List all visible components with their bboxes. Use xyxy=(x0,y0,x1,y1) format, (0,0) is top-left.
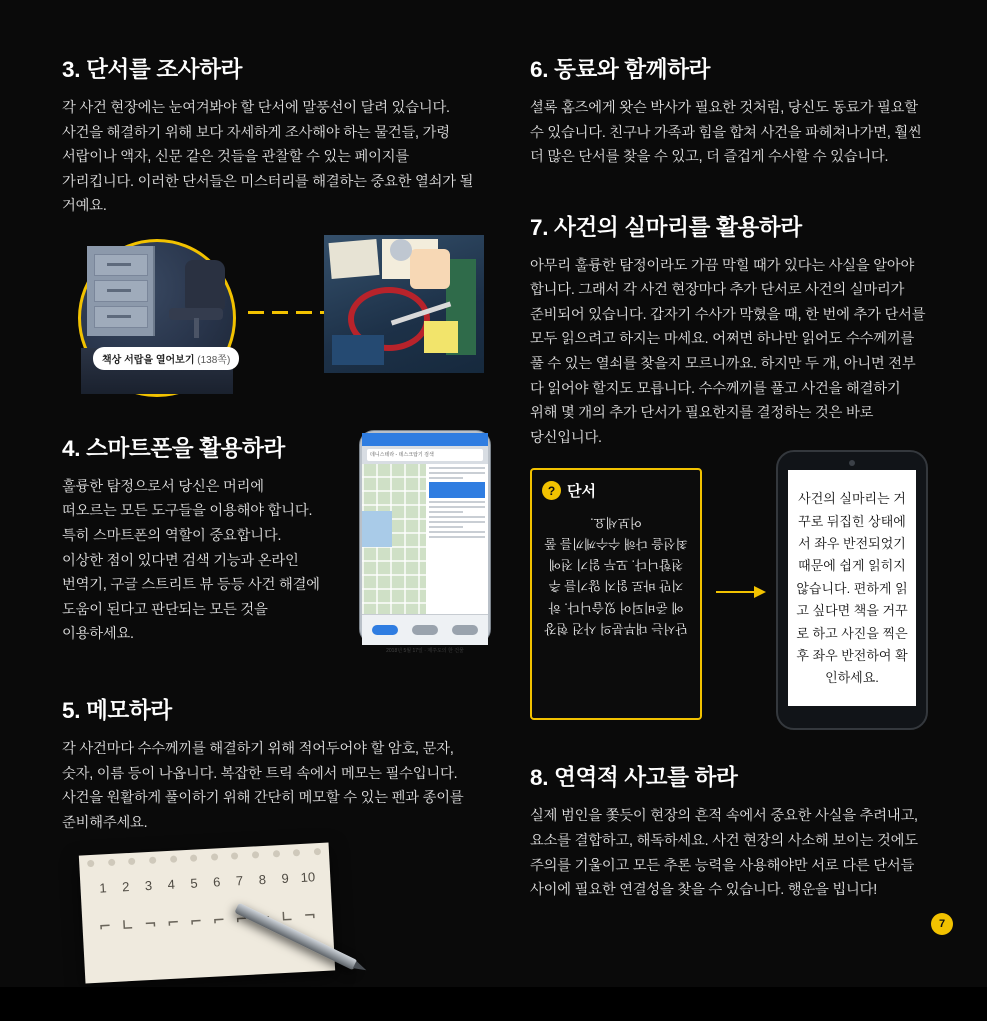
section-5-title: 5. 메모하라 xyxy=(62,697,172,723)
note-symbol: ¬ xyxy=(144,913,157,936)
result-image xyxy=(429,482,485,498)
section-6 xyxy=(530,52,930,170)
section-7-body: 아무리 훌륭한 탐정이라도 가끔 막힐 때가 있다는 사실을 알아야 합니다. 그래서 각 사건 현장마다 추가 단서로 사건의 실마리가 준비되어 있습니다. 갑자기 수사가 막혔을 때, 한 번에 추가 단서를 모두 읽으려고 하지는 마세요. 어쩌면 하나만 읽어도 수수께끼를 풀 수 있는 열쇠를 찾을지 모르니까요. 하지만 두 개, 아니면 전부 다 읽어야 할지도 모릅니다. 수수께끼를 풀고 사건을 해결하기 위해 몇 개의 추가 단서가 필요한지를 결정하는 것은 바로 당신입니다. xyxy=(530,257,926,446)
smartphone-clue-mockup xyxy=(776,450,928,730)
camera-icon xyxy=(849,460,855,466)
note-symbol: ⌐ xyxy=(212,910,225,932)
note-symbol: ∟ xyxy=(121,915,134,937)
section-4-illustration xyxy=(334,431,504,654)
smartphone-mockup xyxy=(360,431,490,654)
section-4-body: 훌륭한 탐정으로서 당신은 머리에 떠오르는 모든 도구들을 이용해야 합니다. 특히 스마트폰의 역할이 중요합니다. 이상한 점이 있다면 검색 기능과 온라인 번역기, 구글 스트리트 뷰 등등 사건 해결에 도움이 된다고 판단되는 모든 것을 이용하세요. xyxy=(62,478,320,643)
section-3-title: 3. 단서를 조사하라 xyxy=(62,57,243,82)
note-number: 5 xyxy=(190,875,199,892)
note-number: 2 xyxy=(121,879,130,895)
phone-action-bar xyxy=(362,614,488,645)
note-symbol: ⌐ xyxy=(99,916,111,938)
phone-content xyxy=(362,464,488,614)
note-number: 4 xyxy=(167,876,176,893)
note-number: 8 xyxy=(258,872,267,888)
clue-card-title: 단서 xyxy=(567,483,596,501)
section-6-body: 셜록 홈즈에게 왓슨 박사가 필요한 것처럼, 당신도 동료가 필요할 수 있습니다. 친구나 가족과 힘을 합쳐 사건을 파헤쳐나가면, 훨씬 더 많은 단서를 찾을 수 있고, 더 즐겁게 수사할 수 있습니다. xyxy=(530,100,922,166)
drawer-caption-page: (138쪽) xyxy=(197,354,231,366)
notepad-holes xyxy=(87,848,321,867)
section-6-title: 6. 동료와 함께하라 xyxy=(530,57,711,82)
note-symbol: ⌐ xyxy=(167,912,180,935)
office-chair-icon xyxy=(161,260,225,346)
note-number: 3 xyxy=(144,878,153,894)
section-7 xyxy=(530,210,930,731)
note-symbol: ⌐ xyxy=(235,909,248,931)
page-number: 7 xyxy=(931,913,953,935)
note-symbol: ¬ xyxy=(303,905,316,928)
section-4 xyxy=(62,431,482,654)
phone-search-field: 데니스테라 - 데스크탑기 검색 xyxy=(367,449,483,461)
arrow-right-icon xyxy=(716,586,772,598)
note-number: 1 xyxy=(98,880,107,896)
clue-card-text: 단서는 대부분의 사건 현장에 준비되어 있습니다. 하지만 바로 읽지 않기를 추천합니다. 모두 읽기 전에 최선을 다해 수수께끼를 풀어보세요. xyxy=(544,515,688,636)
action-chip-call xyxy=(452,625,478,635)
notepad-photo xyxy=(79,843,335,984)
section-5-body: 각 사건마다 수수께끼를 해결하기 위해 적어두어야 할 암호, 문자, 숫자, 이름 등이 나옵니다. 복잡한 트릭 속에서 메모는 필수입니다. 사건을 원활하게 풀이하기 위해 간단히 메모할 수 있는 펜과 종이를 준비해주세요. xyxy=(62,740,464,831)
phone-status-bar xyxy=(362,433,488,446)
section-4-title: 4. 스마트폰을 활용하라 xyxy=(62,435,285,461)
section-5 xyxy=(62,693,482,999)
section-7-title: 7. 사건의 실마리를 활용하라 xyxy=(530,214,802,240)
map-view xyxy=(362,464,426,614)
note-number-row xyxy=(92,869,318,896)
note-symbol: ∟ xyxy=(281,906,294,929)
clue-card-header xyxy=(542,480,690,501)
phone-caption: 2018년 5월 17일 · 제주도의 한 건물 xyxy=(386,647,464,654)
search-results xyxy=(426,464,488,614)
question-mark-icon: ? xyxy=(542,481,561,500)
section-8-title: 8. 연역적 사고를 하라 xyxy=(530,765,738,791)
note-number: 6 xyxy=(212,874,221,890)
right-column xyxy=(530,52,930,925)
note-number: 7 xyxy=(235,873,244,889)
drawer-caption-text: 책상 서랍을 열어보기 xyxy=(102,354,195,366)
note-symbol: ⌐ xyxy=(190,911,203,934)
section-3 xyxy=(62,52,482,395)
section-3-illustration xyxy=(62,235,482,395)
phone-screen-text: 사건의 실마리는 거꾸로 뒤집힌 상태에서 좌우 반전되었기 때문에 쉽게 읽히지 않습니다. 편하게 읽고 싶다면 책을 거꾸로 하고 사진을 찍은 후 좌우 반전하여 확인하세요. xyxy=(788,470,916,706)
note-number: 9 xyxy=(281,870,290,887)
filing-cabinet-icon xyxy=(87,246,155,336)
drawer-photo xyxy=(78,239,236,397)
section-5-illustration xyxy=(62,849,482,999)
section-7-illustration xyxy=(530,468,930,730)
left-column xyxy=(62,52,482,1021)
action-chip-other-pics xyxy=(372,625,398,635)
section-8-body: 실제 범인을 쫓듯이 현장의 흔적 속에서 중요한 사실을 추려내고, 요소를 결합하고, 해독하세요. 사건 현장의 사소해 보이는 것에도 주의를 기울이고 모든 추론 능력을 사용해야만 서로 다른 단서들 사이에 필요한 연결성을 찾을 수 있습니다. 행운을 빕니다! xyxy=(530,808,918,899)
drawer-caption xyxy=(93,347,239,370)
note-number: 10 xyxy=(300,869,316,886)
section-8 xyxy=(530,760,930,902)
action-chip-website xyxy=(412,625,438,635)
section-3-body: 각 사건 현장에는 눈여겨봐야 할 단서에 말풍선이 달려 있습니다. 사건을 해결하기 위해 보다 자세하게 조사해야 하는 물건들, 가령 서랍이나 액자, 신문 같은 것들을 관찰할 수 있는 페이지를 가리킵니다. 이러한 단서들은 미스터리를 해결하는 중요한 열쇠가 될 거예요. xyxy=(62,100,474,215)
clue-card xyxy=(530,468,702,720)
desk-scene-photo xyxy=(324,235,484,373)
